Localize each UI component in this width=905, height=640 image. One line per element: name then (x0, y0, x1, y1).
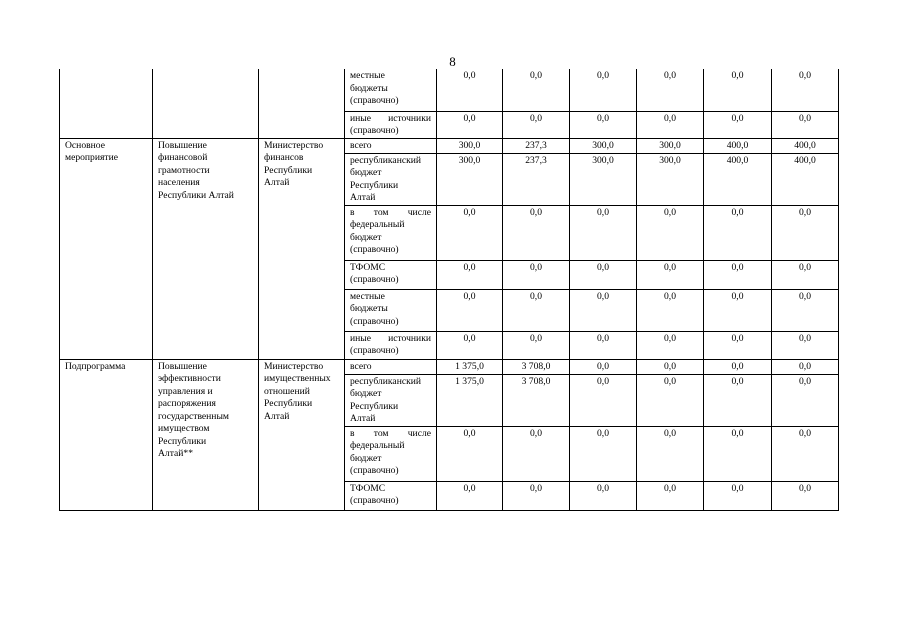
value-cell: 0,0 (570, 359, 637, 374)
value-cell: 0,0 (570, 260, 637, 289)
value-cell: 0,0 (772, 426, 839, 481)
value-cell: 0,0 (570, 426, 637, 481)
funding-source-cell: всего (345, 138, 437, 153)
value-cell: 0,0 (637, 69, 704, 111)
value-cell: 0,0 (637, 111, 704, 138)
value-cell: 300,0 (570, 153, 637, 205)
value-cell: 3 708,0 (503, 374, 570, 426)
value-cell: 0,0 (704, 289, 772, 331)
value-cell: 0,0 (570, 111, 637, 138)
event-title-cell (153, 69, 259, 138)
event-title-cell: Повышение финансовой грамотности населения Республики Алтай (153, 138, 259, 359)
executor-cell: Министерство финансов Республики Алтай (259, 138, 345, 359)
value-cell: 0,0 (570, 481, 637, 510)
value-cell: 0,0 (503, 289, 570, 331)
value-cell: 1 375,0 (437, 374, 503, 426)
value-cell: 0,0 (704, 331, 772, 359)
table-row (60, 69, 839, 111)
funding-source-cell: ТФОМС (справочно) (345, 260, 437, 289)
value-cell: 400,0 (772, 153, 839, 205)
value-cell: 0,0 (437, 289, 503, 331)
value-cell: 0,0 (437, 205, 503, 260)
value-cell: 300,0 (437, 153, 503, 205)
value-cell: 0,0 (437, 331, 503, 359)
value-cell: 0,0 (772, 289, 839, 331)
value-cell: 0,0 (772, 205, 839, 260)
value-cell: 0,0 (704, 359, 772, 374)
value-cell: 0,0 (637, 331, 704, 359)
funding-source-cell: иные источники (справочно) (345, 331, 437, 359)
value-cell: 0,0 (437, 426, 503, 481)
value-cell: 0,0 (637, 289, 704, 331)
value-cell: 0,0 (503, 426, 570, 481)
funding-source-cell: всего (345, 359, 437, 374)
value-cell: 0,0 (772, 374, 839, 426)
value-cell: 300,0 (437, 138, 503, 153)
event-type-cell: Основное мероприятие (60, 138, 153, 359)
funding-source-cell: ТФОМС (справочно) (345, 481, 437, 510)
value-cell: 3 708,0 (503, 359, 570, 374)
value-cell: 237,3 (503, 138, 570, 153)
value-cell: 0,0 (437, 69, 503, 111)
funding-source-cell: в том числе федеральный бюджет (справочно) (345, 205, 437, 260)
value-cell: 400,0 (704, 138, 772, 153)
funding-source-cell: в том числе федеральный бюджет (справочно) (345, 426, 437, 481)
event-type-cell: Подпрограмма (60, 359, 153, 510)
value-cell: 0,0 (637, 260, 704, 289)
value-cell: 300,0 (637, 153, 704, 205)
value-cell: 0,0 (704, 374, 772, 426)
value-cell: 0,0 (772, 69, 839, 111)
value-cell: 0,0 (704, 481, 772, 510)
value-cell: 0,0 (503, 331, 570, 359)
event-title-cell: Повышение эффективности управления и распоряжения государственным имуществом Республики Алтай** (153, 359, 259, 510)
value-cell: 0,0 (503, 481, 570, 510)
value-cell: 0,0 (503, 260, 570, 289)
value-cell: 0,0 (637, 426, 704, 481)
funding-table (59, 69, 839, 511)
funding-source-cell: местные бюджеты (справочно) (345, 289, 437, 331)
value-cell: 0,0 (704, 111, 772, 138)
event-type-cell (60, 69, 153, 138)
value-cell: 0,0 (637, 359, 704, 374)
value-cell: 0,0 (704, 260, 772, 289)
value-cell: 0,0 (637, 205, 704, 260)
funding-source-cell: иные источники (справочно) (345, 111, 437, 138)
executor-cell (259, 69, 345, 138)
value-cell: 0,0 (772, 111, 839, 138)
value-cell: 0,0 (637, 481, 704, 510)
value-cell: 0,0 (503, 111, 570, 138)
value-cell: 0,0 (772, 331, 839, 359)
value-cell: 0,0 (437, 260, 503, 289)
funding-source-cell: республиканский бюджет Республики Алтай (345, 153, 437, 205)
value-cell: 0,0 (772, 359, 839, 374)
value-cell: 237,3 (503, 153, 570, 205)
value-cell: 0,0 (570, 374, 637, 426)
table-row (60, 359, 839, 374)
value-cell: 0,0 (772, 260, 839, 289)
value-cell: 0,0 (503, 205, 570, 260)
value-cell: 300,0 (637, 138, 704, 153)
value-cell: 0,0 (772, 481, 839, 510)
value-cell: 0,0 (704, 205, 772, 260)
value-cell: 0,0 (503, 69, 570, 111)
executor-cell: Министерство имущественных отношений Республики Алтай (259, 359, 345, 510)
value-cell: 0,0 (437, 111, 503, 138)
value-cell: 0,0 (437, 481, 503, 510)
value-cell: 0,0 (637, 374, 704, 426)
value-cell: 0,0 (570, 331, 637, 359)
value-cell: 400,0 (704, 153, 772, 205)
funding-source-cell: местные бюджеты (справочно) (345, 69, 437, 111)
value-cell: 0,0 (704, 69, 772, 111)
funding-source-cell: республиканский бюджет Республики Алтай (345, 374, 437, 426)
value-cell: 0,0 (704, 426, 772, 481)
value-cell: 0,0 (570, 205, 637, 260)
page-number: 8 (449, 54, 456, 69)
value-cell: 1 375,0 (437, 359, 503, 374)
value-cell: 0,0 (570, 69, 637, 111)
value-cell: 300,0 (570, 138, 637, 153)
value-cell: 0,0 (570, 289, 637, 331)
table-row (60, 138, 839, 153)
value-cell: 400,0 (772, 138, 839, 153)
